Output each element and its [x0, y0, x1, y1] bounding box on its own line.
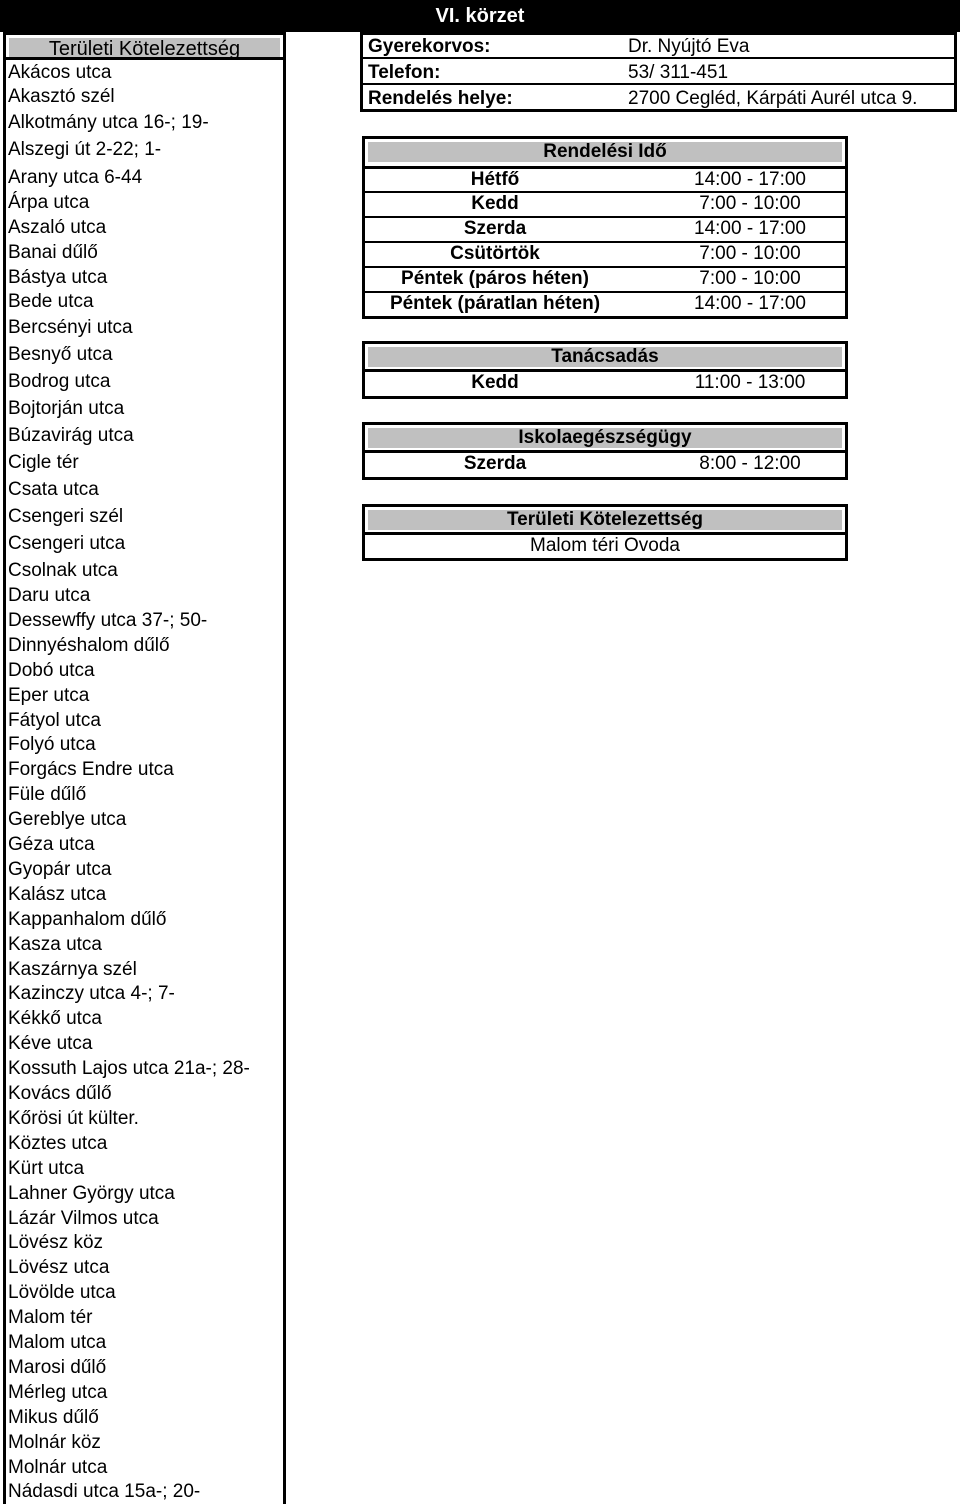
school-health-time: 8:00 - 12:00: [699, 453, 801, 474]
counseling-box: [362, 341, 848, 399]
office-hours-time: 7:00 - 10:00: [699, 268, 801, 289]
street-item: Csengeri utca: [8, 533, 126, 554]
phone-label: Telefon:: [368, 62, 441, 83]
street-item: Csata utca: [8, 479, 99, 500]
doctor-label: Gyerekorvos:: [368, 36, 491, 57]
street-item: Lövölde utca: [8, 1282, 116, 1304]
office-hours-row: [365, 191, 845, 216]
street-item: Kovács dűlő: [8, 1083, 112, 1104]
street-item: Kékkő utca: [8, 1008, 102, 1030]
street-item: Aszaló utca: [8, 217, 107, 238]
street-item: Csolnak utca: [8, 560, 118, 581]
street-item: Besnyő utca: [8, 344, 113, 365]
street-item: Malom tér: [8, 1307, 93, 1329]
office-hours-row: [365, 166, 845, 191]
territorial-title: Területi Kötelezettség: [368, 510, 842, 530]
street-item: Dinnyéshalom dűlő: [8, 634, 170, 656]
street-item: Bodrog utca: [8, 371, 111, 392]
street-item: Alszegi út 2-22; 1-: [8, 139, 162, 160]
street-item: Lövész köz: [8, 1232, 104, 1254]
street-item: Kaszárnya szél: [8, 958, 137, 980]
office-hours-day: Hétfő: [470, 169, 520, 190]
office-hours-day: Csütörtök: [450, 243, 540, 264]
street-item: Mikus dűlő: [8, 1406, 99, 1428]
street-item: Kappanhalom dűlő: [8, 908, 167, 930]
street-item: Kasza utca: [8, 933, 102, 955]
street-item: Árpa utca: [8, 192, 90, 213]
street-item: Dobó utca: [8, 659, 95, 681]
office-hours-day: Kedd: [471, 193, 519, 214]
street-item: Arany utca 6-44: [8, 167, 143, 188]
office-hours-time: 7:00 - 10:00: [699, 193, 801, 214]
office-hours-row: [365, 266, 845, 291]
counseling-time: 11:00 - 13:00: [694, 372, 806, 393]
street-item: Búzavirág utca: [8, 425, 134, 446]
office-hours-box: [362, 136, 848, 319]
school-health-day: Szerda: [463, 453, 527, 474]
street-list-header-label: Területi Kötelezettség: [9, 38, 280, 57]
territorial-row: [365, 532, 845, 557]
phone-row: [363, 61, 954, 85]
office-hours-row: [365, 291, 845, 316]
street-item: Banai dűlő: [8, 242, 98, 263]
street-item: Daru utca: [8, 585, 91, 606]
office-hours-day: Péntek (páros héten): [401, 268, 589, 289]
phone-value: 53/ 311-451: [628, 62, 729, 83]
street-item: Lövész utca: [8, 1257, 110, 1279]
street-item: Lázár Vilmos utca: [8, 1207, 159, 1229]
office-hours-time: 14:00 - 17:00: [694, 169, 806, 190]
street-item: Molnár köz: [8, 1431, 101, 1453]
school-health-title: Iskolaegészségügy: [368, 428, 842, 448]
street-item: Bede utca: [8, 291, 94, 312]
territorial-value: Malom téri Ovoda: [530, 535, 680, 556]
street-item: Géza utca: [8, 834, 95, 855]
school-health-box: [362, 422, 848, 480]
street-item: Kalász utca: [8, 883, 107, 905]
street-item: Akasztó szél: [8, 86, 115, 107]
street-item: Kossuth Lajos utca 21a-; 28-: [8, 1058, 250, 1080]
office-hours-time: 7:00 - 10:00: [699, 243, 801, 264]
street-item: Akácos utca: [8, 62, 112, 83]
place-value: 2700 Cegléd, Kárpáti Aurél utca 9.: [628, 88, 918, 109]
office-hours-row: [365, 216, 845, 241]
place-label: Rendelés helye:: [368, 88, 513, 109]
office-hours-time: 14:00 - 17:00: [694, 293, 806, 314]
office-hours-day: Péntek (páratlan héten): [389, 293, 601, 314]
street-list-header: [3, 32, 286, 60]
street-item: Kéve utca: [8, 1033, 93, 1055]
doctor-row: [363, 35, 954, 59]
street-item: Eper utca: [8, 684, 90, 706]
doctor-value: Dr. Nyújtó Eva: [628, 36, 750, 57]
street-item: Nádasdi utca 15a-; 20-: [8, 1481, 201, 1503]
counseling-day: Kedd: [471, 372, 519, 393]
street-item: Gereblye utca: [8, 809, 127, 831]
doctor-info-box: [360, 32, 957, 112]
street-item: Bástya utca: [8, 267, 108, 288]
street-item: Malom utca: [8, 1332, 107, 1353]
office-hours-row: [365, 241, 845, 266]
office-hours-day: Szerda: [463, 218, 527, 239]
territorial-box: [362, 504, 848, 561]
street-item: Folyó utca: [8, 734, 96, 756]
counseling-title: Tanácsadás: [368, 347, 842, 367]
street-item: Marosi dűlő: [8, 1356, 107, 1378]
page-title: VI. körzet: [435, 5, 525, 27]
place-row: [363, 87, 954, 111]
office-hours-time: 14:00 - 17:00: [694, 218, 806, 239]
street-item: Kürt utca: [8, 1157, 85, 1179]
office-hours-title: Rendelési Idő: [368, 142, 842, 162]
street-item: Gyopár utca: [8, 858, 112, 880]
street-item: Bercsényi utca: [8, 317, 133, 338]
street-item: Lahner György utca: [8, 1182, 175, 1204]
street-item: Dessewffy utca 37-; 50-: [8, 609, 208, 631]
street-item: Mérleg utca: [8, 1381, 108, 1403]
street-item: Forgács Endre utca: [8, 759, 174, 781]
street-item: Cigle tér: [8, 452, 79, 473]
street-item: Alkotmány utca 16-; 19-: [8, 112, 209, 133]
street-item: Molnár utca: [8, 1456, 108, 1478]
street-item: Bojtorján utca: [8, 398, 125, 419]
school-health-row: [365, 450, 845, 475]
street-item: Kőrösi út külter.: [8, 1107, 139, 1129]
street-item: Csengeri szél: [8, 506, 124, 527]
counseling-row: [365, 369, 845, 394]
street-item: Fátyol utca: [8, 709, 101, 731]
street-item: Füle dűlő: [8, 784, 87, 806]
street-item: Köztes utca: [8, 1132, 108, 1154]
street-item: Kazinczy utca 4-; 7-: [8, 983, 175, 1005]
